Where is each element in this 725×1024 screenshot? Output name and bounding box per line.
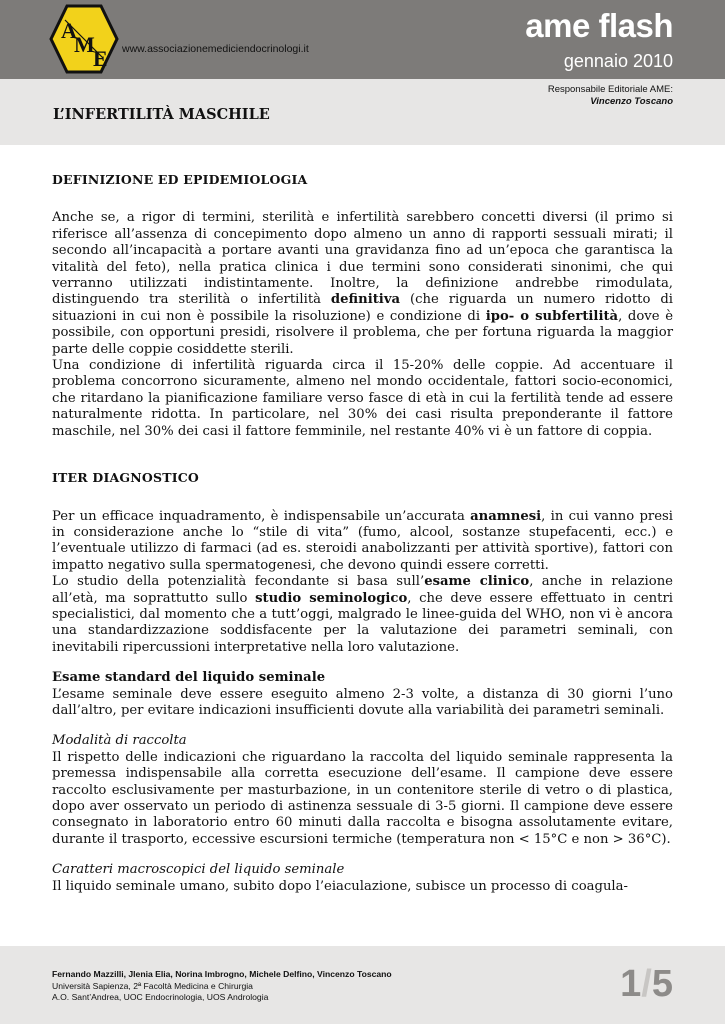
paragraph-epidemiologia: Una condizione di infertilità riguarda circa il 15-20% delle coppie. Ad accentuare il problema concorrono sicuramente, almeno nel mondo occidentale, fattori socio-economici, che ritardano la pianificazione familiare verso fasce di età in cui la fertilità tende ad essere naturalmente ridotta. In particolare, nel 30% dei casi risulta preponderante il fattore maschile, nel 30% dei casi il fattore femminile, nel restante 40% vi è un fattore di coppia. [52, 358, 673, 439]
term-studio-seminologico: studio seminologico [255, 590, 408, 606]
paragraph-caratteri-macroscopici: Il liquido seminale umano, subito dopo l’eiaculazione, subisce un processo di coagula- [52, 878, 628, 894]
paragraph-modalita-raccolta: Il rispetto delle indicazioni che riguardano la raccolta del liquido seminale rappresenta la premessa indispensabile alla corretta esecuzione dell’esame. Il campione deve essere raccolto esclusivamente per masturbazione, in un contenitore sterile di vetro o di plastica, dopo aver osservato un periodo di astinenza sessuale di 3-5 giorni. Il campione deve essere consegnato in laboratorio entro 60 minuti dalla raccolta e bisogna assolutamente evitare, durante il trasporto, eccessive escursioni termiche (temperatura non < 15°C e non > 36°C). [52, 749, 673, 847]
issue-date: gennaio 2010 [563, 51, 673, 71]
section-heading-iter: ITER DIAGNOSTICO [52, 470, 200, 486]
subheading-esame-standard: Esame standard del liquido seminale [52, 670, 326, 686]
site-url-link[interactable]: www.associazionemediciendocrinologi.it [122, 43, 309, 55]
term-esame-clinico: esame clinico [424, 574, 530, 590]
editor-name: Vincenzo Toscano [590, 96, 673, 107]
brand-title: ame flash [525, 7, 673, 44]
page-separator: / [641, 963, 652, 1005]
page-number [620, 962, 673, 1006]
term-subfertilita: ipo- o subfertilità [485, 308, 619, 324]
section-heading-definizione: DEFINIZIONE ED EPIDEMIOLOGIA [52, 172, 308, 187]
svg-text:E: E [93, 46, 108, 71]
paragraph-definizione: Anche se, a rigor di termini, sterilità e infertilità sarebbero concetti diversi (il primo si riferisce all’assenza di concepimento dopo almeno un anno di rapporti sessuali mirati; il secondo all’incapacità a portare avanti una gravidanza fino ad un’epoca che garantisca la vitalità del feto), nella pratica clinica i due termini sono considerati sinonimi, che qui verranno utilizzati indistintamente. Inoltre, la definizione andrebbe rimodulata, distinguendo tra sterilità o infertilità definitiva (che riguarda un numero ridotto di situazioni in cui non è possibile la risoluzione) e condizione di ipo- o subfertilità, dove è possibile, con opportuni presidi, risolvere il problema, che per fortuna riguarda la maggior parte delle coppie cosiddette sterili. [52, 210, 673, 357]
author-names: Fernando Mazzilli, Jlenia Elia, Norina Imbrogno, Michele Delfino, Vincenzo Toscano [52, 969, 392, 979]
svg-text:M: M [74, 32, 95, 57]
subheading-caratteri-macroscopici: Caratteri macroscopici del liquido seminale [52, 862, 345, 878]
page-current: 1 [620, 963, 642, 1005]
paragraph-studio: Lo studio della potenzialità fecondante si basa sull’esame clinico, anche in relazione all’età, ma soprattutto sullo studio seminologico, che deve essere effettuato in centri specialistici, dal momento che a tutt’oggi, malgrado le linee-guida del WHO, non vi è ancora una standardizzazione soddisfacente per la valutazione dei parametri seminali, con inevitabili ripercussioni interpretative nella loro valutazione. [52, 574, 673, 655]
editor-credit [548, 84, 673, 108]
svg-text:A: A [61, 18, 77, 43]
term-definitiva: definitiva [330, 292, 401, 308]
affiliation-hospital: A.O. Sant’Andrea, UOC Endocrinologia, UOS Andrologia [52, 992, 269, 1002]
article-body [52, 172, 673, 895]
page-total: 5 [651, 963, 673, 1005]
paragraph-esame-standard: L’esame seminale deve essere eseguito almeno 2-3 volte, a distanza di 30 giorni l’uno dall’altro, per evitare indicazioni insufficienti dovute alla variabilità dei parametri seminali. [52, 686, 673, 718]
term-anamnesi: anamnesi [470, 508, 542, 524]
subheading-modalita-raccolta: Modalità di raccolta [52, 733, 187, 749]
affiliation-university: Università Sapienza, 2ª Facoltà Medicina e Chirurgia [52, 980, 253, 991]
footer-authors [52, 969, 392, 1004]
paragraph-anamnesi: Per un efficace inquadramento, è indispensabile un’accurata anamnesi, in cui vanno presi in considerazione anche lo “stile di vita” (fumo, alcool, sostanze stupefacenti, ecc.) e l’eventuale utilizzo di farmaci (ad es. steroidi anabolizzanti per attività sportive), fattori con impatto negativo sulla spermatogenesi, che devono quindi essere corretti. [52, 508, 674, 573]
ame-logo [49, 4, 119, 74]
page-title: L’INFERTILITÀ MASCHILE [53, 106, 270, 123]
editor-label: Responsabile Editoriale AME: [547, 84, 673, 95]
